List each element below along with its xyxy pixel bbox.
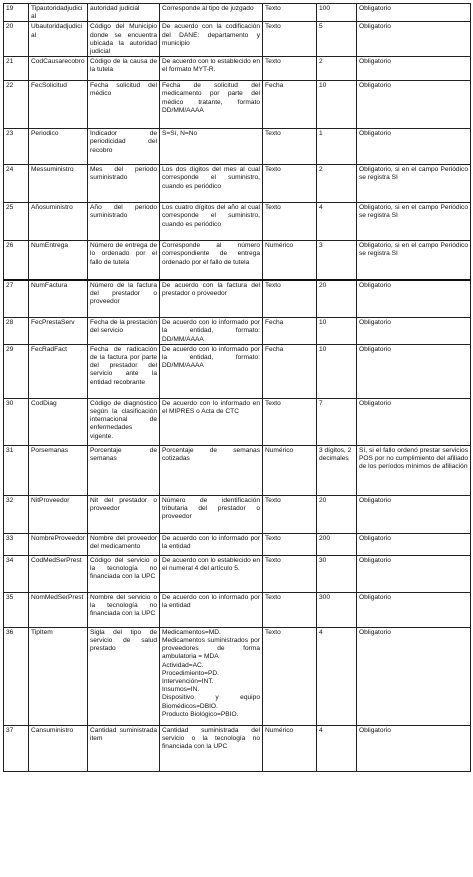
- data-type-cell: Numérico: [263, 241, 317, 280]
- requirement-cell: Obligatorio: [357, 22, 471, 57]
- field-name-cell: Ubautoridadjudicial: [29, 22, 88, 57]
- criteria-cell: De acuerdo con lo informado por la entidad, formato: DD/MM/AAAA: [160, 344, 263, 398]
- criteria-cell: [160, 627, 263, 725]
- length-cell: 4: [317, 725, 357, 771]
- data-type-cell: Texto: [263, 495, 317, 533]
- criteria-line: Medicamentos=MD.: [162, 628, 221, 636]
- data-type-cell: Texto: [263, 4, 317, 22]
- criteria-cell: Porcentaje de semanas cotizadas: [160, 445, 263, 495]
- length-cell: 2: [317, 165, 357, 203]
- description-cell: Código del servicio o la tecnología no financiada con la UPC: [88, 555, 160, 592]
- row-number-cell: 26: [4, 241, 29, 280]
- description-cell: Nombre del proveedor del medicamento: [88, 533, 160, 555]
- table-row: [4, 555, 471, 592]
- data-type-cell: Texto: [263, 592, 317, 627]
- description-cell: Código de la causa de la tutela: [88, 57, 160, 81]
- field-name-cell: CodCausarecobro: [29, 57, 88, 81]
- length-cell: 200: [317, 533, 357, 555]
- row-number-cell: 33: [4, 533, 29, 555]
- length-cell: 3 dígitos, 2 decimales: [317, 445, 357, 495]
- field-name-cell: NumFactura: [29, 280, 88, 318]
- length-cell: 2: [317, 57, 357, 81]
- table-row: [4, 725, 471, 771]
- field-name-cell: Cansuministro: [29, 725, 88, 771]
- row-number-cell: 22: [4, 81, 29, 129]
- length-cell: 300: [317, 592, 357, 627]
- length-cell: 3: [317, 241, 357, 280]
- data-type-cell: Numérico: [263, 725, 317, 771]
- table-row: [4, 495, 471, 533]
- field-name-cell: Periodico: [29, 129, 88, 165]
- field-name-cell: NombreProveedor: [29, 533, 88, 555]
- field-name-cell: FecPrestaServ: [29, 318, 88, 345]
- length-cell: 100: [317, 4, 357, 22]
- row-number-cell: 20: [4, 22, 29, 57]
- table-row: [4, 22, 471, 57]
- table-row: [4, 318, 471, 345]
- table-row: [4, 533, 471, 555]
- length-cell: 10: [317, 81, 357, 129]
- table-row: [4, 241, 471, 280]
- table-row: [4, 57, 471, 81]
- row-number-cell: 31: [4, 445, 29, 495]
- row-number-cell: 25: [4, 203, 29, 241]
- criteria-cell: De acuerdo con la factura del prestador o proveedor: [160, 280, 263, 318]
- criteria-line: Dispositivo y equipo Biomédicos=DBIO.: [162, 694, 260, 710]
- requirement-cell: Obligatorio: [357, 129, 471, 165]
- requirement-cell: Obligatorio, si en el campo Periódico se registra SI: [357, 241, 471, 280]
- description-cell: Nit del prestador o proveedor: [88, 495, 160, 533]
- description-cell: Indicador de periodicidad del recobro: [88, 129, 160, 165]
- requirement-cell: Obligatorio: [357, 81, 471, 129]
- length-cell: 1: [317, 129, 357, 165]
- row-number-cell: 35: [4, 592, 29, 627]
- description-cell: Código del Municipio donde se encuentra ubicada la autoridad judicial: [88, 22, 160, 57]
- description-cell: Nombre del servicio o la tecnología no financiada con la UPC: [88, 592, 160, 627]
- criteria-cell: Los cuatro dígitos del año al cual corresponde el suministro, cuando es periódico: [160, 203, 263, 241]
- field-name-cell: Tipautoridadjudicial: [29, 4, 88, 22]
- row-number-cell: 34: [4, 555, 29, 592]
- field-spec-table: [3, 3, 471, 772]
- length-cell: 20: [317, 280, 357, 318]
- length-cell: 4: [317, 203, 357, 241]
- table-row: [4, 280, 471, 318]
- description-cell: Fecha solicitud del médico: [88, 81, 160, 129]
- description-cell: Año del periodo suministrado: [88, 203, 160, 241]
- criteria-cell: De acuerdo con lo informado por la entidad: [160, 533, 263, 555]
- criteria-cell: De acuerdo con la codificación del DANE: departamento y municipio: [160, 22, 263, 57]
- data-type-cell: Texto: [263, 555, 317, 592]
- criteria-cell: Número de identificación tributaria del prestador o proveedor: [160, 495, 263, 533]
- field-name-cell: Añosuministro: [29, 203, 88, 241]
- data-type-cell: Texto: [263, 533, 317, 555]
- table-row: [4, 4, 471, 22]
- requirement-cell: Obligatorio: [357, 495, 471, 533]
- requirement-cell: Obligatorio, si en el campo Periódico se registra SI: [357, 203, 471, 241]
- field-name-cell: Porsemanas: [29, 445, 88, 495]
- requirement-cell: Obligatorio: [357, 533, 471, 555]
- data-type-cell: Fecha: [263, 318, 317, 345]
- criteria-line: Procedimiento=PD.: [162, 669, 219, 677]
- criteria-cell: De acuerdo con lo establecido en el numeral 4 del artículo 5.: [160, 555, 263, 592]
- requirement-cell: Obligatorio: [357, 4, 471, 22]
- data-type-cell: Texto: [263, 398, 317, 445]
- requirement-cell: Obligatorio: [357, 398, 471, 445]
- requirement-cell: Obligatorio: [357, 725, 471, 771]
- criteria-cell: Corresponde al tipo de juzgado: [160, 4, 263, 22]
- length-cell: 10: [317, 318, 357, 345]
- requirement-cell: Obligatorio: [357, 280, 471, 318]
- data-type-cell: Texto: [263, 57, 317, 81]
- data-type-cell: Fecha: [263, 344, 317, 398]
- description-cell: Cantidad suministrada item: [88, 725, 160, 771]
- row-number-cell: 27: [4, 280, 29, 318]
- table-row: [4, 81, 471, 129]
- row-number-cell: 32: [4, 495, 29, 533]
- data-type-cell: Texto: [263, 280, 317, 318]
- data-type-cell: Texto: [263, 129, 317, 165]
- criteria-cell: De acuerdo con lo establecido en el formato MYT-R.: [160, 57, 263, 81]
- data-type-cell: Texto: [263, 165, 317, 203]
- criteria-line: Intervención=INT.: [162, 678, 214, 686]
- data-type-cell: Numérico: [263, 445, 317, 495]
- table-body: [4, 4, 471, 772]
- row-number-cell: 24: [4, 165, 29, 203]
- row-number-cell: 29: [4, 344, 29, 398]
- row-number-cell: 28: [4, 318, 29, 345]
- criteria-line: Actividad=AC.: [162, 661, 204, 669]
- length-cell: 5: [317, 22, 357, 57]
- length-cell: 20: [317, 495, 357, 533]
- table-row: [4, 203, 471, 241]
- data-type-cell: Texto: [263, 203, 317, 241]
- row-number-cell: 19: [4, 4, 29, 22]
- requirement-cell: Obligatorio: [357, 318, 471, 345]
- field-name-cell: CodDiag: [29, 398, 88, 445]
- field-name-cell: NitProveedor: [29, 495, 88, 533]
- requirement-cell: Obligatorio: [357, 592, 471, 627]
- requirement-cell: Obligatorio, si en el campo Periódico se registra SI: [357, 165, 471, 203]
- requirement-cell: Obligatorio: [357, 57, 471, 81]
- criteria-line: Producto Biológico=PBIO.: [162, 710, 239, 718]
- description-cell: Fecha de radicación de la factura por parte del prestador del servicio ante la entidad recobrante: [88, 344, 160, 398]
- field-name-cell: Messuministro: [29, 165, 88, 203]
- requirement-cell: Obligatorio: [357, 555, 471, 592]
- description-cell: Mes del periodo suministrado: [88, 165, 160, 203]
- data-type-cell: Texto: [263, 22, 317, 57]
- criteria-cell: De acuerdo con lo informado por la entidad: [160, 592, 263, 627]
- description-cell: Número de la factura del prestador o proveedor: [88, 280, 160, 318]
- table-row: [4, 344, 471, 398]
- criteria-cell: Corresponde al número correspondiente de entrega ordenado por el fallo de tutela: [160, 241, 263, 280]
- row-number-cell: 36: [4, 627, 29, 725]
- field-name-cell: NomMedSerPrest: [29, 592, 88, 627]
- criteria-cell: De acuerdo con lo informado por la entidad, formato: DD/MM/AAAA: [160, 318, 263, 345]
- requirement-cell: Obligatorio: [357, 627, 471, 725]
- length-cell: 7: [317, 398, 357, 445]
- description-cell: Fecha de la prestación del servicio: [88, 318, 160, 345]
- table-row: [4, 592, 471, 627]
- description-cell: Porcentaje de semanas: [88, 445, 160, 495]
- criteria-cell: Fecha de solicitud del medicamento por parte del médico tratante, formato DD/MM/AAAA: [160, 81, 263, 129]
- row-number-cell: 30: [4, 398, 29, 445]
- description-cell: Código de diagnóstico según la clasificación internacional de enfermedades vigente.: [88, 398, 160, 445]
- row-number-cell: 37: [4, 725, 29, 771]
- description-cell: autoridad judicial: [88, 4, 160, 22]
- criteria-line: Insumos=IN.: [162, 686, 200, 694]
- field-name-cell: TipItem: [29, 627, 88, 725]
- criteria-cell: Los dos dígitos del mes al cual corresponde el suministro, cuando es periódico: [160, 165, 263, 203]
- length-cell: 4: [317, 627, 357, 725]
- data-type-cell: Fecha: [263, 81, 317, 129]
- length-cell: 30: [317, 555, 357, 592]
- field-name-cell: CodMedSerPrest: [29, 555, 88, 592]
- table-row: [4, 165, 471, 203]
- table-row: [4, 398, 471, 445]
- field-name-cell: FecSolicitud: [29, 81, 88, 129]
- data-type-cell: Texto: [263, 627, 317, 725]
- requirement-cell: Sí, si el fallo ordenó prestar servicios POS por no cumplimiento del afiliado de los períodos mínimos de afiliación: [357, 445, 471, 495]
- table-row: [4, 129, 471, 165]
- row-number-cell: 21: [4, 57, 29, 81]
- criteria-line: Medicamentos suministrados por proveedores de forma ambulatoria = MDA: [162, 637, 260, 661]
- criteria-cell: Cantidad suministrada del servicio o la tecnología no financiada con la UPC: [160, 725, 263, 771]
- field-name-cell: NumEntrega: [29, 241, 88, 280]
- table-row: [4, 627, 471, 725]
- field-name-cell: FecRadFact: [29, 344, 88, 398]
- description-cell: Número de entrega de lo ordenado por el fallo de tutela: [88, 241, 160, 280]
- description-cell: Sigla del tipo de servicio de salud prestado: [88, 627, 160, 725]
- length-cell: 10: [317, 344, 357, 398]
- row-number-cell: 23: [4, 129, 29, 165]
- criteria-cell: S=Sí, N=No: [160, 129, 263, 165]
- table-row: [4, 445, 471, 495]
- requirement-cell: Obligatorio: [357, 344, 471, 398]
- criteria-cell: De acuerdo con lo informado en el MIPRES o Acta de CTC: [160, 398, 263, 445]
